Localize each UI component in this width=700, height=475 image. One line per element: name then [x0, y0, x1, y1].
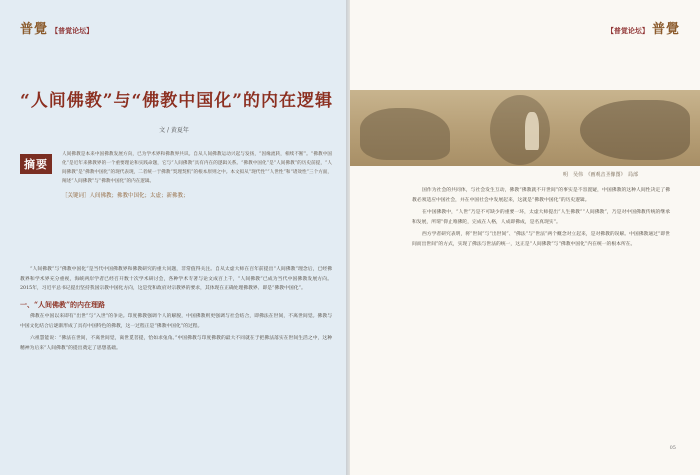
keywords: ［关键词］人间佛教；佛教中国化；太虚；新佛教； — [62, 193, 189, 199]
right-header — [607, 18, 680, 37]
paragraph: 佛教在中国以来即有“出世”与“入世”的争论。印度佛教强调个人的解脱，中国佛教则更强调与社会结合，即佛法在世间，不离世间觉。佛教与中国文化结合后逐渐形成了具有中国特色的佛教，这一过程正是“佛教中国化”的过程。 — [20, 314, 332, 329]
paragraph: 西方学者研究表明，将“世间”与“出世间”、“佛法”与“世法”两个概念对立起来，是对佛教的误解。中国佛教通过“即世间而出世间”的方式，实现了佛法与世法的统一，这正是“人间佛教”与“佛教中国化”内在统一的根本所在。 — [412, 232, 670, 247]
paragraph: 国作为社会的共同体，与社会发生互动，佛教“佛教就不开世间”的事实是不容置疑，中国佛教的这种人间性决定了佛教必须适应中国社会，并在中国社会中发展起来，这就是“佛教中国化”的历史逻辑。 — [412, 188, 670, 203]
right-page — [350, 0, 700, 475]
column-name: 【普覚论坛】 — [51, 26, 94, 35]
paragraph: 在中国佛教中，“人世”乃是不可缺少的重要一环，太虚大师提出“人生佛教”“人间佛教”，乃是对中国佛教传统的继承和发展，所谓“仰止唯佛陀，完成在人格，人成即佛成，是名真现实”。 — [412, 210, 670, 225]
column-name: 【普覚论坛】 — [606, 26, 649, 35]
magazine-logo: 普覺 — [651, 22, 680, 37]
painting-rock — [580, 100, 690, 160]
left-header — [20, 18, 93, 37]
article-title: “人间佛教”与“佛教中国化”的内在逻辑 — [19, 91, 334, 111]
right-body-text — [412, 186, 670, 252]
section-heading: 一、“人间佛教”的内在理路 — [20, 299, 106, 309]
magazine-logo: 普覺 — [20, 22, 49, 37]
painting-rock — [360, 108, 450, 160]
abstract-block — [20, 150, 332, 201]
image-caption: 明 吴伟 《画观音圣像图》 局部 — [562, 172, 638, 178]
guanyin-painting-image — [350, 90, 700, 166]
abstract-label: 摘要 — [20, 154, 52, 174]
paragraph: “人间佛教”与“佛教中国化”是当代中国佛教界和佛教研究的重大问题，非常值得关注。自从太虚大师在百年前提出“人间佛教”理念后，已经佛教界和学术界充分重视，海峡两岸学者已经召开数十次学术研讨会，各种学术专著与论文成百上千，“人间佛教”已成为当代中国佛教发展方向。2015年，习近平总书记提出坚持我国宗教中国化方向，这是党和政府对宗教界的要求，其体现在正确处理佛教界、即是“佛教中国化”。 — [20, 267, 332, 291]
painting-figure — [525, 112, 539, 150]
left-body-text — [20, 265, 332, 356]
abstract-text: 人间佛教是本来中国佛教发展方向，已为学术界和佛教界共识。自从人间佛教运动兴起与发扬，“因缘流转，相续不断”。“佛教中国化”是近年来佛教界的一个重要理论和实践命题，它与“人间佛教”具有内在的逻辑关系。“佛教中国化”是“人间佛教”的历史前提，“人间佛教”是“佛教中国化”的现代表现，二者统一于佛教“契理契机”的根本原则之中。本文拟从“现代性”“人世性”和“诸效性”三个方面，阐述“人间佛教”与“佛教中国化”的内在逻辑。 ［关键词］人间佛教；佛教中国化；太虚；新佛教； — [62, 152, 332, 199]
page-number: 05 — [669, 445, 676, 451]
paragraph: 六祖慧能说：“佛法在世间，不离世间觉，离世觅菩提，恰如求兔角。”中国佛教与印度佛教的最大不同就在于把佛法落实在世间生活之中，这种精神为后来“人间佛教”的提出奠定了思想基础。 — [20, 336, 332, 351]
painting-tree — [490, 95, 550, 165]
article-author: 文 / 黄夏年 — [159, 127, 189, 134]
left-page — [0, 0, 348, 475]
